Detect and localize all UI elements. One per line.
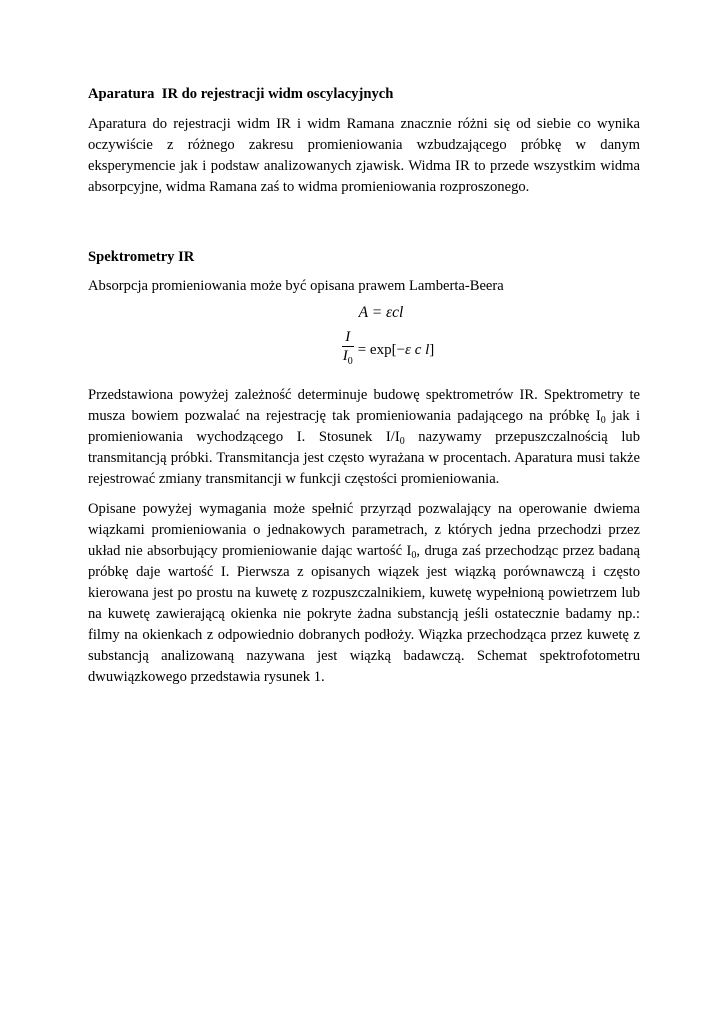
equation-rhs: = exp[−ε c l]	[357, 341, 435, 358]
fraction-numerator: I	[345, 329, 351, 345]
paragraph-lambert-beer-lead: Absorpcja promieniowania może być opisana prawem Lamberta-Beera	[88, 278, 504, 294]
paragraph-spectrometer-requirements: Przedstawiona powyżej zależność determinuje budowę spektrometrów IR. Spektrometry te musza bowiem pozwalać na rejestrację tak promieniowania padającego na próbkę $I_0$ jak i promieniowania wychodzącego I. Stosunek $I/I_0$ nazywamy przepuszczalnością lub transmitancją próbki. Transmitancja jest często wyrażana w procentach. Aparatura musi także rejestrować zmiany transmitancji w funkcji częstości promieniowania.	[88, 387, 640, 487]
equation-transmittance	[88, 329, 640, 371]
section-heading-apparatus: Aparatura IR do rejestracji widm oscylacyjnych	[88, 86, 394, 102]
paragraph-intro: Aparatura do rejestracji widm IR i widm Ramana znacznie różni się od siebie co wynika oczywiście z różnego zakresu promieniowania wzbudzającego próbkę w danym eksperymencie jak i podstaw analizowanych zjawisk. Widma IR to przede wszystkim widma absorpcyjne, widma Ramana zaś to widma promieniowania rozproszonego.	[88, 116, 640, 195]
fraction-i-over-i0	[342, 329, 354, 371]
paragraph-two-beam-instrument: Opisane powyżej wymagania może spełnić przyrząd pozwalający na operowanie dwiema wiązkami promieniowania o jednakowych parametrach, z których jedna przechodzi przez układ nie absorbujący promieniowanie dając wartość $I_0$, druga zaś przechodząc przez badaną próbkę daje wartość I. Pierwsza z opisanych wiązek jest wiązką porównawczą i często kierowana jest po prostu na kuwetę z rozpuszczalnikiem, kuwetę wypełnioną powietrzem lub na kuwetę zawierającą okienka nie pokryte żadna substancją jeśli ostatecznie badamy np.: filmy na okienkach z odpowiednio dobranych podłoży. Wiązka przechodząca przez kuwetę z substancją analizowaną nazywana jest wiązką badawczą. Schemat spektrofotometru dwuwiązkowego przedstawia rysunek 1.	[88, 501, 640, 685]
equation-absorbance: A = εcl	[358, 304, 404, 321]
section-heading-ir-spectrometers: Spektrometry IR	[88, 249, 195, 265]
fraction-denominator: $I_0$	[342, 346, 354, 371]
document-page	[88, 84, 640, 697]
